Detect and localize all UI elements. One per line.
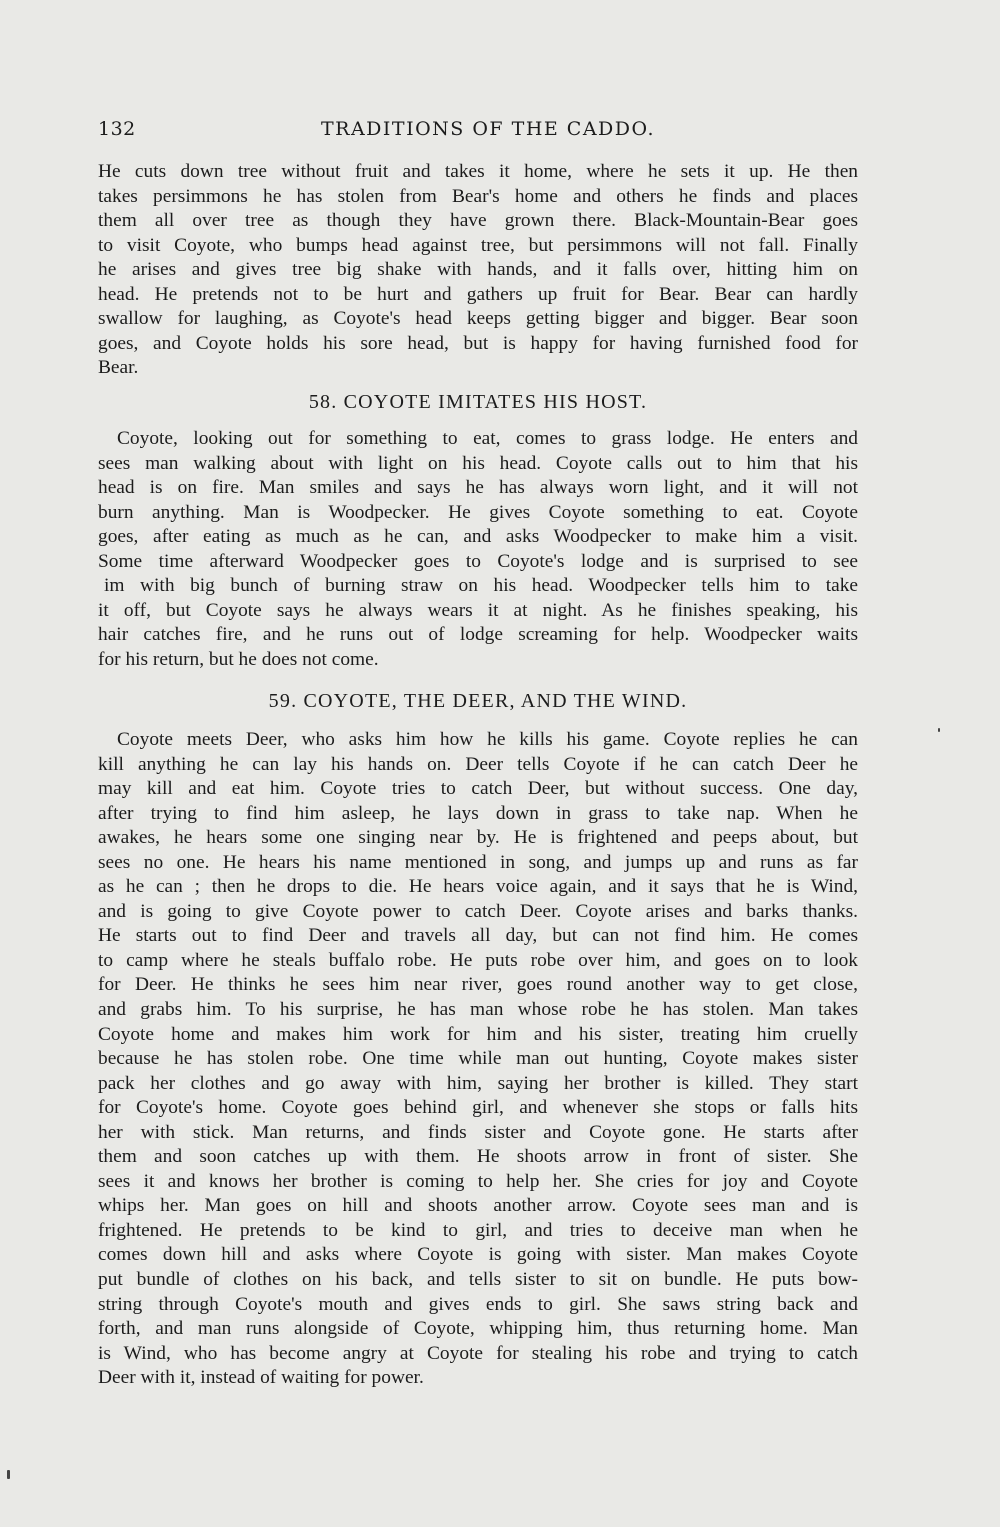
text-line: may kill and eat him. Coyote tries to catch Deer, but without success. One day, [98, 778, 858, 800]
text-line: after trying to find him asleep, he lays down in grass to take nap. When he [98, 802, 858, 824]
text-line: Deer with it, instead of waiting for power. [98, 1367, 424, 1389]
text-line: it off, but Coyote says he always wears it at night. As he finishes speaking, his [98, 599, 858, 621]
text-line: kill anything he can lay his hands on. Deer tells Coyote if he can catch Deer he [98, 753, 858, 775]
text-line: head is on fire. Man smiles and says he has always worn light, and it will not [98, 477, 858, 499]
text-line: Coyote, looking out for something to eat, comes to grass lodge. He enters and [117, 428, 858, 449]
page-number: 132 [98, 118, 136, 140]
print-speck [938, 728, 940, 732]
text-line: goes, after eating as much as he can, and asks Woodpecker to make him a visit. [98, 526, 858, 548]
text-line: to visit Coyote, who bumps head against tree, but persimmons will not fall. Finally [98, 234, 858, 256]
text-line: he arises and gives tree big shake with hands, and it falls over, hitting him on [98, 259, 858, 281]
text-line: them all over tree as though they have grown there. Black-Mountain-Bear goes [98, 210, 858, 232]
text-line: them and soon catches up with them. He shoots arrow in front of sister. She [98, 1146, 858, 1168]
text-line: awakes, he hears some one singing near by. He is frightened and peeps about, but [98, 827, 858, 849]
text-line: hair catches fire, and he runs out of lodge screaming for help. Woodpecker waits [98, 624, 858, 646]
text-line: Coyote meets Deer, who asks him how he kills his game. Coyote replies he can [117, 729, 858, 750]
text-line: is Wind, who has become angry at Coyote for stealing his robe and trying to catch [98, 1342, 858, 1364]
text-line: pack her clothes and go away with him, saying her brother is killed. They start [98, 1072, 858, 1094]
page-header [98, 118, 878, 146]
text-line: He cuts down tree without fruit and takes it home, where he sets it up. He then [98, 161, 858, 182]
section-59-heading: 59. COYOTE, THE DEER, AND THE WIND. [268, 690, 688, 712]
text-line: and is going to give Coyote power to catch Deer. Coyote arises and barks thanks. [98, 900, 858, 922]
section-59-paragraph [98, 728, 858, 1391]
text-line: head. He pretends not to be hurt and gathers up fruit for Bear. Bear can hardly [98, 283, 858, 305]
text-line: sees no one. He hears his name mentioned in song, and jumps up and runs as far [98, 851, 858, 873]
intro-paragraph [98, 160, 858, 381]
text-line: swallow for laughing, as Coyote's head keeps getting bigger and bigger. Bear soon [98, 308, 858, 330]
text-line: Bear. [98, 357, 139, 379]
running-head: TRADITIONS OF THE CADDO. [320, 118, 656, 140]
print-speck [7, 1470, 10, 1479]
section-58-heading: 58. COYOTE IMITATES HIS HOST. [308, 391, 648, 413]
text-line: sees man walking about with light on his head. Coyote calls out to him that his [98, 452, 858, 474]
text-line: string through Coyote's mouth and gives ends to girl. She saws string back and [98, 1293, 858, 1315]
text-line: comes down hill and asks where Coyote is going with sister. Man makes Coyote [98, 1244, 858, 1266]
text-line: put bundle of clothes on his back, and tells sister to sit on bundle. He puts bow- [98, 1269, 858, 1291]
text-line: for his return, but he does not come. [98, 648, 379, 670]
text-line: for Coyote's home. Coyote goes behind girl, and whenever she stops or falls hits [98, 1097, 858, 1119]
text-line: sees it and knows her brother is coming to help her. She cries for joy and Coyote [98, 1170, 858, 1192]
text-line: for Deer. He thinks he sees him near river, goes round another way to get close, [98, 974, 858, 996]
text-line: Coyote home and makes him work for him and his sister, treating him cruelly [98, 1023, 858, 1045]
text-line: because he has stolen robe. One time while man out hunting, Coyote makes sister [98, 1048, 858, 1070]
text-line: frightened. He pretends to be kind to girl, and tries to deceive man when he [98, 1219, 858, 1241]
text-line: goes, and Coyote holds his sore head, but is happy for having furnished food for [98, 332, 858, 354]
text-line: and grabs him. To his surprise, he has man whose robe he has stolen. Man takes [98, 999, 858, 1021]
text-line: forth, and man runs alongside of Coyote, whipping him, thus returning home. Man [98, 1318, 858, 1340]
text-line: takes persimmons he has stolen from Bear's home and others he finds and places [98, 185, 858, 207]
text-line: Some time afterward Woodpecker goes to Coyote's lodge and is surprised to see [98, 550, 858, 572]
text-line: her with stick. Man returns, and finds sister and Coyote gone. He starts after [98, 1121, 858, 1143]
text-line: to camp where he steals buffalo robe. He puts robe over him, and goes on to look [98, 949, 858, 971]
text-line: He starts out to find Deer and travels all day, but can not find him. He comes [98, 925, 858, 947]
text-line: im with big bunch of burning straw on his head. Woodpecker tells him to take [104, 575, 858, 597]
text-line: whips her. Man goes on hill and shoots another arrow. Coyote sees man and is [98, 1195, 858, 1217]
text-line: burn anything. Man is Woodpecker. He gives Coyote something to eat. Coyote [98, 501, 858, 523]
text-line: as he can ; then he drops to die. He hears voice again, and it says that he is Wind, [98, 876, 858, 898]
section-58-paragraph [98, 427, 858, 672]
